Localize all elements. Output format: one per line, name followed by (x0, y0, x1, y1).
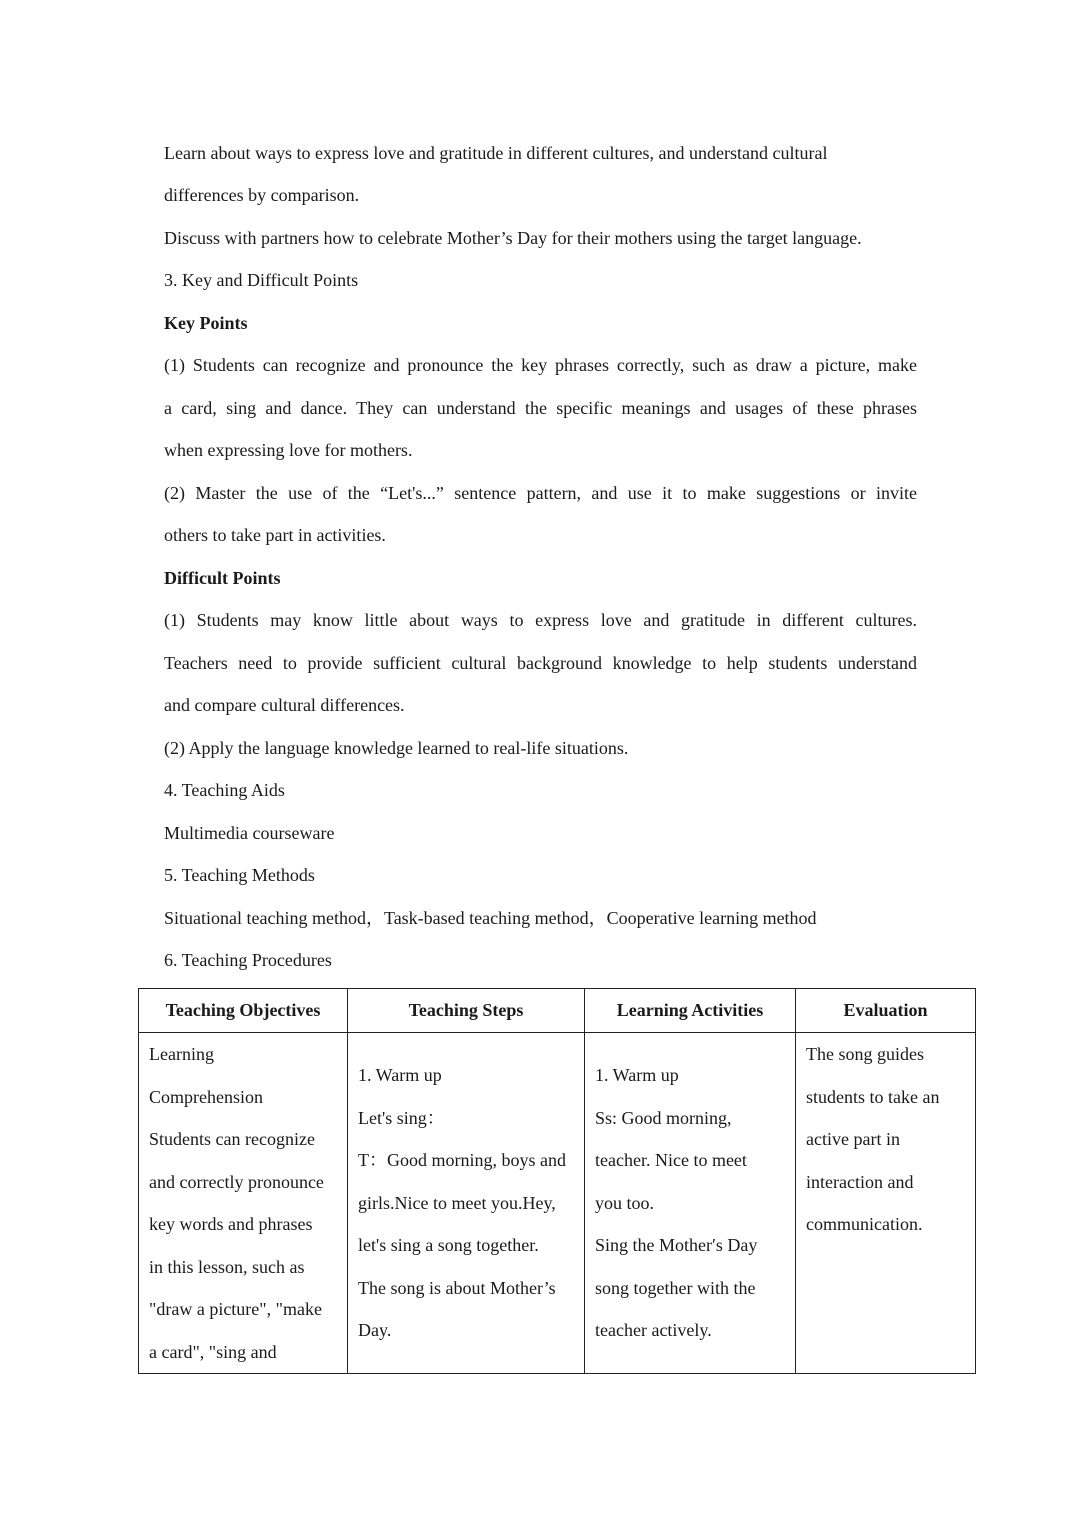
key-point-2-line-1: (2) Master the use of the “Let's...” sentence pattern, and use it to make suggestions or invite (164, 483, 917, 503)
evaluation-line: interaction and (806, 1171, 914, 1192)
intro-line-1: Learn about ways to express love and gratitude in different cultures, and understand cultural (164, 143, 828, 163)
key-points-title: Key Points (164, 313, 248, 333)
header-teaching-objectives: Teaching Objectives (139, 989, 348, 1033)
activities-line: Ss: Good morning, (595, 1107, 732, 1128)
evaluation-cell (796, 1033, 976, 1374)
header-evaluation: Evaluation (796, 989, 976, 1033)
difficult-point-1-line-3: and compare cultural differences. (164, 695, 405, 715)
objectives-line: "draw a picture", "make (149, 1299, 322, 1319)
steps-line: Let's sing： (358, 1107, 445, 1128)
section-4-heading: 4. Teaching Aids (164, 780, 285, 800)
objectives-line: a card", "sing and (149, 1341, 277, 1362)
objectives-line: and correctly pronounce (149, 1171, 324, 1192)
activities-line: Sing the Mother′s Day (595, 1235, 758, 1255)
objectives-line: Comprehension (149, 1086, 263, 1107)
objectives-cell (139, 1033, 348, 1374)
key-point-1-line-3: when expressing love for mothers. (164, 440, 413, 460)
evaluation-line: active part in (806, 1129, 900, 1149)
activities-cell (585, 1033, 796, 1374)
difficult-point-2: (2) Apply the language knowledge learned to real-life situations. (164, 738, 629, 758)
activities-line: song together with the (595, 1277, 756, 1298)
section-5-heading: 5. Teaching Methods (164, 865, 315, 885)
section-6-heading: 6. Teaching Procedures (164, 950, 332, 970)
activities-line: you too. (595, 1192, 655, 1213)
objectives-line: in this lesson, such as (149, 1256, 305, 1277)
activities-line: teacher. Nice to meet (595, 1150, 747, 1170)
difficult-point-1-line-2: Teachers need to provide sufficient cultural background knowledge to help students understand (164, 653, 917, 673)
activities-line: teacher actively. (595, 1320, 712, 1340)
steps-line: The song is about Mother’s (358, 1277, 556, 1298)
objectives-line: Learning (149, 1044, 214, 1064)
header-learning-activities: Learning Activities (585, 989, 796, 1033)
steps-line: girls.Nice to meet you.Hey, (358, 1192, 556, 1213)
difficult-points-title: Difficult Points (164, 568, 281, 588)
table-row (139, 1033, 976, 1374)
steps-line: Day. (358, 1320, 392, 1340)
evaluation-line: students to take an (806, 1086, 940, 1107)
difficult-point-1-line-1: (1) Students may know little about ways to express love and gratitude in different cultures. (164, 610, 917, 630)
key-point-2-line-2: others to take part in activities. (164, 525, 386, 545)
key-point-1-line-1: (1) Students can recognize and pronounce the key phrases correctly, such as draw a picture, make (164, 355, 917, 375)
objectives-line: key words and phrases (149, 1214, 313, 1234)
steps-line: T：Good morning, boys and (358, 1150, 566, 1170)
teaching-methods-content: Situational teaching method，Task-based teaching method，Cooperative learning method (164, 908, 817, 928)
key-point-1-line-2: a card, sing and dance. They can understand the specific meanings and usages of these phrases (164, 398, 917, 418)
evaluation-line: communication. (806, 1214, 923, 1234)
intro-line-3: Discuss with partners how to celebrate Mother’s Day for their mothers using the target language. (164, 228, 862, 248)
objectives-line: Students can recognize (149, 1129, 315, 1149)
teaching-aids-content: Multimedia courseware (164, 823, 335, 843)
section-3-heading: 3. Key and Difficult Points (164, 270, 359, 290)
steps-line: let's sing a song together. (358, 1235, 539, 1255)
steps-cell (348, 1033, 585, 1374)
intro-line-2: differences by comparison. (164, 185, 360, 205)
table-header-row (139, 989, 976, 1033)
activities-line: 1. Warm up (595, 1065, 679, 1085)
evaluation-line: The song guides (806, 1044, 924, 1064)
teaching-procedures-table (138, 988, 976, 1374)
steps-line: 1. Warm up (358, 1065, 442, 1085)
header-teaching-steps: Teaching Steps (348, 989, 585, 1033)
